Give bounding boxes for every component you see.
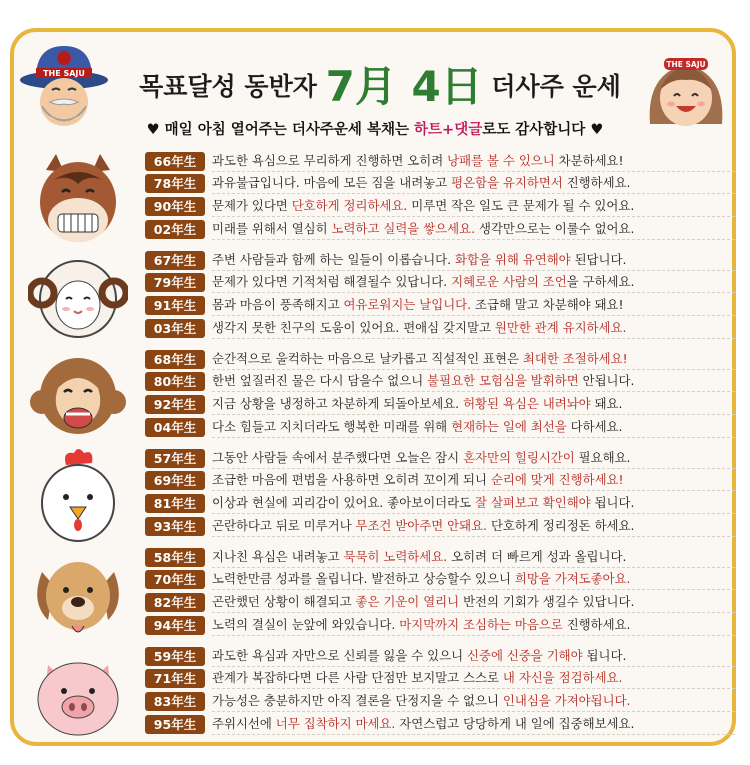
- fortune-row: [145, 713, 735, 736]
- birth-year-badge: 58年生: [145, 548, 205, 567]
- fortune-text-pre: 곤란하다고 뒤로 미루거나: [212, 517, 356, 533]
- fortune-row: [145, 645, 735, 668]
- fortune-rows: [145, 348, 735, 438]
- fortune-text: [212, 646, 735, 667]
- fortune-text: [212, 173, 735, 194]
- fortune-text-pre: 노력한만큼 성과를 올립니다. 발전하고 상승할수 있으니: [212, 571, 515, 587]
- fortune-text-post: 됩니다.: [590, 494, 635, 510]
- sheep-icon: [28, 249, 128, 349]
- fortune-row: [145, 218, 735, 241]
- birth-year-badge: 03年生: [145, 319, 205, 338]
- fortune-text-pre: 주위시선에: [212, 715, 276, 731]
- headband-logo-text: THE SAJU: [666, 60, 706, 69]
- subtitle-highlight: 하트+댓글: [414, 122, 483, 138]
- fortune-row: [145, 614, 735, 637]
- title-suffix: 더사주 운세: [491, 72, 621, 101]
- fortune-text-post: 조급해 말고 차분해야 돼요!: [471, 296, 624, 312]
- fortune-group: [0, 546, 750, 646]
- fortune-text-highlight: 낭패를 볼 수 있으니: [447, 152, 555, 168]
- fortune-text-post: 다하세요.: [566, 418, 623, 434]
- fortune-rows: [145, 645, 735, 735]
- fortune-text-pre: 주변 사람들과 함께 하는 일들이 이롭습니다.: [212, 251, 456, 267]
- fortune-text-highlight: 너무 집착하지 마세요.: [275, 715, 396, 731]
- fortune-text: [212, 714, 735, 735]
- birth-year-badge: 67年生: [145, 251, 205, 270]
- fortune-group: [0, 645, 750, 745]
- birth-year-badge: 70年生: [145, 570, 205, 589]
- rooster-icon: [28, 447, 128, 547]
- fortune-text: [212, 668, 735, 689]
- birth-year-badge: 93年生: [145, 517, 205, 536]
- fortune-row: [145, 690, 735, 713]
- fortune-text-highlight: 원만한 관계 유지하세요.: [494, 319, 627, 335]
- fortune-text: [212, 394, 735, 415]
- fortune-text-pre: 미래를 위해서 열심히: [212, 220, 332, 236]
- fortune-text: [212, 493, 735, 514]
- birth-year-badge: 83年生: [145, 692, 205, 711]
- fortune-text-post: 안됩니다.: [578, 373, 635, 389]
- fortune-text-highlight: 지혜로운 사람의 조언: [451, 274, 567, 290]
- fortune-text-highlight: 마지막까지 조심하는 마음으로: [399, 616, 563, 632]
- birth-year-badge: 95年生: [145, 715, 205, 734]
- fortune-text-pre: 순간적으로 울컥하는 마음으로 날카롭고 직설적인 표현은: [212, 350, 523, 366]
- birth-year-badge: 59年生: [145, 647, 205, 666]
- birth-year-badge: 78年生: [145, 174, 205, 193]
- dog-icon: [28, 546, 128, 646]
- fortune-text: [212, 349, 735, 370]
- fortune-text-highlight: 화합을 위해 유연해야: [455, 251, 571, 267]
- fortune-text: [212, 691, 735, 712]
- fortune-text-highlight: 순리에 맞게 진행하세요!: [490, 472, 624, 488]
- fortune-text-pre: 지나친 욕심은 내려놓고: [212, 548, 344, 564]
- fortune-row: [145, 569, 735, 592]
- fortune-rows: [145, 150, 735, 240]
- fortune-row: [145, 294, 735, 317]
- subtitle-suffix: 로도 감사합니다 ♥: [482, 122, 604, 138]
- fortune-row: [145, 591, 735, 614]
- fortune-rows: [145, 249, 735, 339]
- fortune-text-post: 자연스럽고 당당하게 내 일에 집중해보세요.: [395, 715, 635, 731]
- fortune-text: [212, 219, 735, 240]
- fortune-text-pre: 관계가 복잡하다면 다른 사람 단점만 보지말고 스스로: [212, 670, 503, 686]
- subtitle: [0, 118, 750, 139]
- fortune-text-highlight: 단호하게 정리하세요.: [291, 197, 408, 213]
- fortune-row: [145, 393, 735, 416]
- fortune-row: [145, 470, 735, 493]
- fortune-text-pre: 과도한 욕심과 자만으로 신뢰를 잃을 수 있으니: [212, 647, 467, 663]
- pig-icon: [28, 645, 128, 745]
- fortune-text-highlight: 내 자신을 점검하세요.: [502, 670, 623, 686]
- fortune-text-highlight: 희망을 가져도좋아요.: [514, 571, 631, 587]
- birth-year-badge: 66年生: [145, 152, 205, 171]
- fortune-text: [212, 371, 735, 392]
- fortune-text-highlight: 여유로워지는 날입니다.: [343, 296, 472, 312]
- fortune-text-pre: 다소 힘들고 지치더라도 행복한 미래를 위해: [212, 418, 452, 434]
- fortune-text-pre: 생각지 못한 친구의 도움이 있어요. 편애심 갖지말고: [212, 319, 495, 335]
- birth-year-badge: 57年生: [145, 449, 205, 468]
- fortune-text-pre: 지금 상황을 냉정하고 차분하게 되돌아보세요.: [212, 395, 464, 411]
- fortune-group: [0, 348, 750, 448]
- fortune-text: [212, 470, 735, 491]
- fortune-text-post: 된답니다.: [570, 251, 627, 267]
- fortune-text-highlight: 인내심을 가져야됩니다.: [502, 692, 631, 708]
- fortune-text-highlight: 혼자만의 힐링시간이: [463, 449, 575, 465]
- fortune-text-pre: 그동안 사람들 속에서 분주했다면 오늘은 잠시: [212, 449, 464, 465]
- fortune-text: [212, 592, 735, 613]
- birth-year-badge: 80年生: [145, 372, 205, 391]
- fortune-text-post: 생각만으로는 이룰수 없어요.: [475, 220, 635, 236]
- fortune-text: [212, 417, 735, 438]
- fortune-text-highlight: 최대한 조절하세요!: [522, 350, 628, 366]
- fortune-row: [145, 195, 735, 218]
- fortune-row: [145, 492, 735, 515]
- title-row: [0, 44, 750, 114]
- fortune-text: [212, 250, 735, 271]
- fortune-row: [145, 249, 735, 272]
- fortune-row: [145, 546, 735, 569]
- birth-year-badge: 82年生: [145, 593, 205, 612]
- fortune-text-post: 진행하세요.: [562, 616, 631, 632]
- fortune-text-pre: 조급한 마음에 편법을 사용하면 오히려 꼬이게 되니: [212, 472, 491, 488]
- fortune-text-post: 돼요.: [590, 395, 623, 411]
- fortune-row: [145, 515, 735, 538]
- fortune-text: [212, 547, 735, 568]
- fortune-text-pre: 몸과 마음이 풍족해지고: [212, 296, 344, 312]
- fortune-text-highlight: 무조건 받아주면 안돼요.: [355, 517, 487, 533]
- birth-year-badge: 69年生: [145, 471, 205, 490]
- fortune-text-post: 오히려 더 빠르게 성과 올립니다.: [447, 548, 627, 564]
- fortune-text: [212, 295, 735, 316]
- fortune-row: [145, 150, 735, 173]
- fortune-text-pre: 과유불급입니다. 마음에 모든 짐을 내려놓고: [212, 175, 452, 191]
- fortune-text-highlight: 신중에 신중을 기해야: [467, 647, 583, 663]
- fortune-text-post: 을 구하세요.: [566, 274, 635, 290]
- fortune-text-highlight: 노력하고 실력을 쌓으세요.: [331, 220, 476, 236]
- title-prefix: 목표달성 동반자: [139, 72, 317, 101]
- fortune-text: [212, 272, 735, 293]
- fortune-text-pre: 가능성은 충분하지만 아직 결론을 단정지을 수 없으니: [212, 692, 503, 708]
- fortune-text-post: 됩니다.: [582, 647, 627, 663]
- fortune-text: [212, 569, 735, 590]
- fortune-text-highlight: 좋은 기운이 열리니: [355, 593, 460, 609]
- fortune-text-pre: 문제가 있다면: [212, 197, 292, 213]
- birth-year-badge: 94年生: [145, 616, 205, 635]
- fortune-row: [145, 416, 735, 439]
- fortune-text-highlight: 허황된 욕심은 내려놔야: [463, 395, 591, 411]
- fortune-text-post: 필요해요.: [574, 449, 631, 465]
- birth-year-badge: 02年生: [145, 220, 205, 239]
- fortune-text-pre: 과도한 욕심으로 무리하게 진행하면 오히려: [212, 152, 448, 168]
- fortune-text-highlight: 묵묵히 노력하세요.: [343, 548, 448, 564]
- fortune-text-highlight: 불필요한 모험심을 발휘하면: [427, 373, 579, 389]
- birth-year-badge: 79年生: [145, 273, 205, 292]
- birth-year-badge: 92年生: [145, 395, 205, 414]
- subtitle-prefix: ♥ 매일 아침 열어주는 더사주운세 복채는: [146, 122, 409, 138]
- fortune-text: [212, 448, 735, 469]
- fortune-row: [145, 173, 735, 196]
- birth-year-badge: 71年生: [145, 669, 205, 688]
- fortune-text-highlight: 현재하는 일에 최선을: [451, 418, 567, 434]
- birth-year-badge: 68年生: [145, 350, 205, 369]
- fortune-row: [145, 272, 735, 295]
- fortune-text-pre: 곤란했던 상황이 해결되고: [212, 593, 356, 609]
- fortune-text-post: 진행하세요.: [562, 175, 631, 191]
- fortune-text: [212, 196, 735, 217]
- fortune-text-post: 단호하게 정리정돈 하세요.: [487, 517, 635, 533]
- fortune-text-post: 반전의 기회가 생길수 있답니다.: [459, 593, 635, 609]
- horse-icon: [28, 150, 128, 250]
- fortune-text-pre: 이상과 현실에 괴리감이 있어요. 좋아보이더라도: [212, 494, 476, 510]
- fortune-rows: [145, 447, 735, 537]
- title-date: 7月 4日: [325, 62, 483, 111]
- page-title: [110, 54, 650, 114]
- fortune-text: [212, 615, 735, 636]
- fortune-text-pre: 한번 엎질러진 물은 다시 담을수 없으니: [212, 373, 428, 389]
- birth-year-badge: 91年生: [145, 296, 205, 315]
- fortune-row: [145, 447, 735, 470]
- birth-year-badge: 90年生: [145, 197, 205, 216]
- fortune-text-highlight: 잘 살펴보고 확인해야: [475, 494, 591, 510]
- birth-year-badge: 04年生: [145, 418, 205, 437]
- fortune-group: [0, 447, 750, 547]
- fortune-text: [212, 151, 735, 172]
- fortune-row: [145, 348, 735, 371]
- fortune-text-post: 차분하세요!: [554, 152, 624, 168]
- fortune-row: [145, 371, 735, 394]
- fortune-text-pre: 문제가 있다면 기적처럼 해결될수 있답니다.: [212, 274, 452, 290]
- fortune-text: [212, 516, 735, 537]
- fortune-group: [0, 249, 750, 349]
- fortune-text-pre: 노력의 결실이 눈앞에 와있습니다.: [212, 616, 400, 632]
- monkey-icon: [28, 348, 128, 448]
- fortune-text-post: 미루면 작은 일도 큰 문제가 될 수 있어요.: [407, 197, 635, 213]
- birth-year-badge: 81年生: [145, 494, 205, 513]
- hat-logo-text: THE SAJU: [43, 69, 85, 78]
- fortune-group: [0, 150, 750, 250]
- fortune-row: [145, 317, 735, 340]
- fortune-text: [212, 318, 735, 339]
- fortune-row: [145, 668, 735, 691]
- fortune-rows: [145, 546, 735, 636]
- fortune-text-highlight: 평온함을 유지하면서: [451, 175, 563, 191]
